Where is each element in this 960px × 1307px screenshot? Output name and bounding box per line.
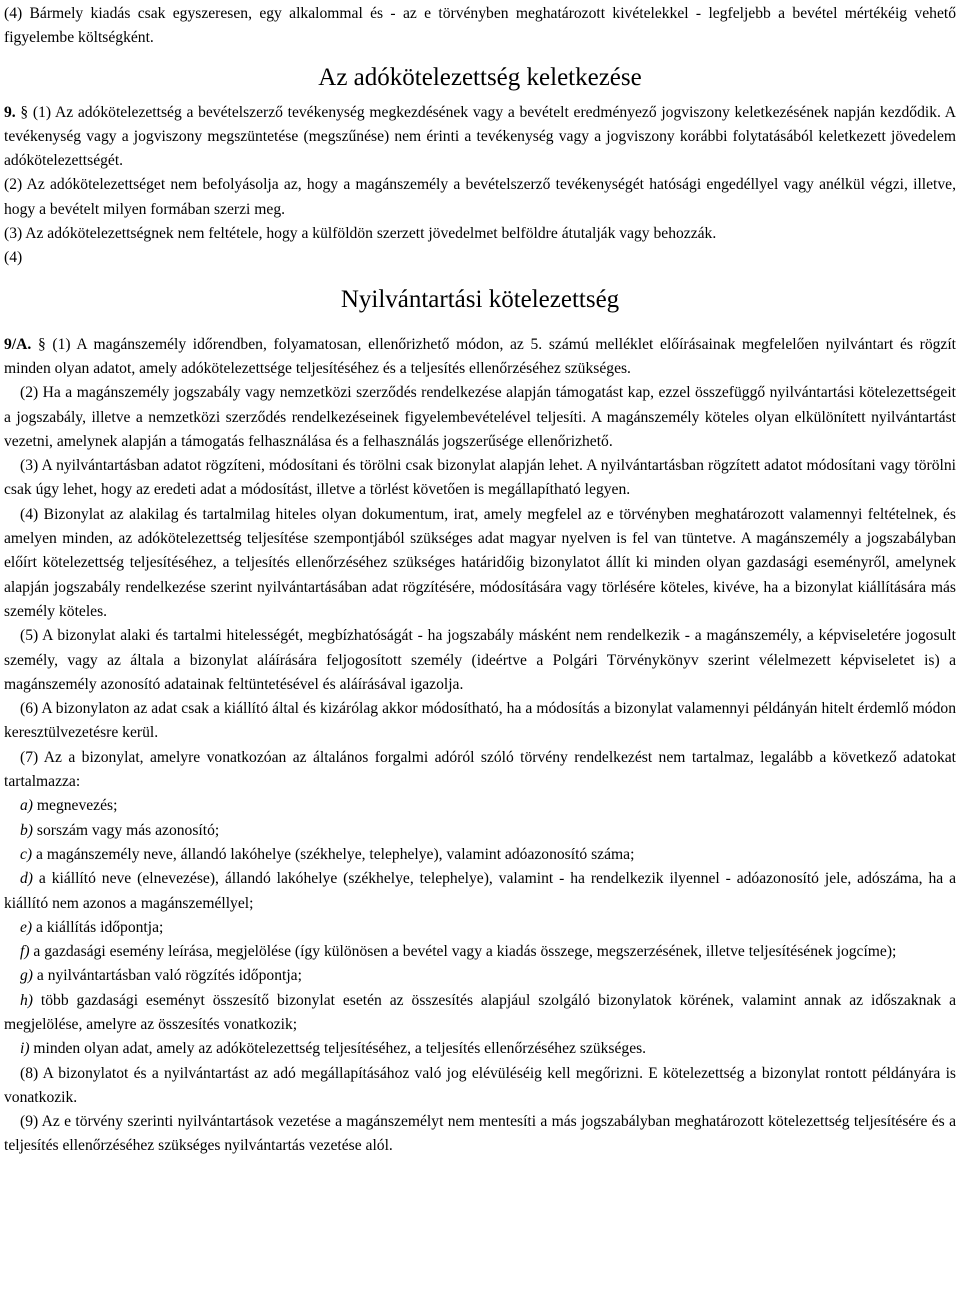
list-item-i	[4, 1037, 956, 1061]
list-text: a nyilvántartásban való rögzítés időpontja;	[33, 967, 302, 985]
paragraph-9a-5: (5) A bizonylat alaki és tartalmi hitelességét, megbízhatóságát - ha jogszabály másként nem rendelkezik - a magánszemély, a képviseletére jogosult személy, vagy az általa a bizonylat aláírására feljogosított személy (ideértve a Polgári Törvénykönyv szerint vélelmezett képviseletet is) a magánszemély azonosító adatainak feltüntetésével és aláírásával igazolja.	[4, 627, 956, 693]
paragraph-9-4: (4)	[4, 249, 23, 267]
paragraph-9a-1-text: § (1) A magánszemély időrendben, folyamatosan, ellenőrizhető módon, az 5. számú melléklet előírásainak megfelelően nyilvántart és rögzít minden olyan adatot, amely adókötelezettsége teljesítéséhez és a teljesítés ellenőrzéséhez szükséges.	[4, 335, 956, 377]
list-item-d	[4, 867, 956, 916]
list-text: sorszám vagy más azonosító;	[33, 821, 220, 839]
list-item-g	[4, 964, 956, 988]
paragraph-top-4: (4) Bármely kiadás csak egyszeresen, egy alkalommal és - az e törvényben meghatározott kivételekkel - legfeljebb a bevétel mértékéig vehető figyelembe költségként.	[4, 5, 956, 47]
section-number-9a: 9/A.	[4, 335, 32, 353]
list-text: minden olyan adat, amely az adókötelezettség teljesítéséhez, a teljesítés ellenőrzéséhez szükséges.	[29, 1040, 647, 1058]
list-letter: c)	[20, 845, 33, 863]
paragraph-9a-1	[4, 333, 956, 382]
list-letter: d)	[20, 870, 33, 888]
paragraph-9-1-text: § (1) Az adókötelezettség a bevételszerző tevékenység megkezdésének vagy a bevételt eredményező jogviszony keletkezésének napján kezdődik. A tevékenység vagy a jogviszony megszüntetése (megszűnése) nem érinti a tevékenység vagy a jogviszony korábbi folytatásából keletkezett jövedelem adókötelezettségét.	[4, 103, 956, 170]
paragraph-9-2: (2) Az adókötelezettséget nem befolyásolja az, hogy a magánszemély a bevételszerző tevékenységét hatósági engedéllyel vagy anélkül végzi, illetve, hogy a bevételt milyen formában szerzi meg.	[4, 176, 956, 218]
paragraph-9a-9: (9) Az e törvény szerinti nyilvántartások vezetése a magánszemélyt nem mentesíti a más jogszabályban meghatározott kötelezettség teljesítésére és a teljesítés ellenőrzéséhez szükséges nyilvántartás vezetése alól.	[4, 1113, 956, 1155]
list-text: a kiállító neve (elnevezése), állandó lakóhelye (székhelye, telephelye), valamint - ha rendelkezik ilyennel - adóazonosító jele, adószáma, ha a kiállító nem azonos a magánszeméllyel;	[4, 870, 956, 912]
list-item-h	[4, 989, 956, 1038]
list-item-f	[4, 940, 956, 964]
list-letter: b)	[20, 821, 33, 839]
paragraph-9a-7: (7) Az a bizonylat, amelyre vonatkozóan az általános forgalmi adóról szóló törvény rendelkezést nem tartalmaz, legalább a következő adatokat tartalmazza:	[4, 748, 956, 791]
list-item-b	[4, 819, 956, 843]
list-letter: h)	[20, 991, 33, 1009]
list-item-c	[4, 843, 956, 867]
paragraph-9a-3: (3) A nyilvántartásban adatot rögzíteni, módosítani és törölni csak bizonylat alapján lehet. A nyilvántartásban rögzített adatot módosítani vagy törölni csak úgy lehet, hogy az eredeti adat a módosítást, illetve a törlést követően is megállapítható legyen.	[4, 457, 956, 499]
paragraph-9a-8: (8) A bizonylatot és a nyilvántartást az adó megállapításához való jog elévüléséig kell megőrizni. E kötelezettség a bizonylat rontott példányára is vonatkozik.	[4, 1064, 956, 1106]
list-letter: a)	[20, 797, 33, 815]
list-text: a gazdasági esemény leírása, megjelölése (így különösen a bevétel vagy a kiadás összege, megszerzésének, illetve teljesítésének jogcíme);	[29, 943, 897, 961]
list-letter: i)	[20, 1040, 30, 1058]
list-text: több gazdasági eseményt összesítő bizonylat esetén az összesítés alapjául szolgáló bizonylatok körének, valamint annak az időszaknak a megjelölése, amelyre az összesítés vonatkozik;	[4, 991, 956, 1033]
list-letter: g)	[20, 967, 33, 985]
list-letter: f)	[20, 943, 30, 961]
section-heading-record-keeping: Nyilvántartási kötelezettség	[340, 285, 620, 313]
list-item-e	[4, 916, 956, 940]
section-heading-tax-liability: Az adókötelezettség keletkezése	[318, 63, 642, 91]
list-item-a	[4, 794, 956, 818]
paragraph-9-1	[4, 101, 956, 174]
list-letter: e)	[20, 918, 33, 936]
list-text: megnevezés;	[33, 797, 118, 815]
paragraph-9a-6: (6) A bizonylaton az adat csak a kiállító által és kizárólag akkor módosítható, ha a módosítás a bizonylat valamennyi példányán hitelt érdemlő módon keresztülvezetésre kerül.	[4, 700, 956, 742]
paragraph-9a-4: (4) Bizonylat az alakilag és tartalmilag hiteles olyan dokumentum, irat, amely megfelel az e törvényben meghatározott valamennyi feltételnek, és amelyen minden, az adókötelezettség teljesítése szempontjából szükséges adat magyar nyelven is fel van tüntetve. A magánszemély a jogszabályban előírt kötelezettség teljesítéséhez, a teljesítés ellenőrzéséhez szükséges határidőig bizonylatot állít ki minden olyan gazdasági eseményről, amelynek alapján jogszabály rendelkezése szerint nyilvántartásában adat rögzítésére, módosítására vagy törlésére köteles, kivéve, ha a bizonylat kiállítására más személy köteles.	[4, 505, 956, 620]
paragraph-9a-2: (2) Ha a magánszemély jogszabály vagy nemzetközi szerződés rendelkezése alapján támogatást kap, ezzel összefüggő nyilvántartási kötelezettségeit a jogszabály, illetve a nemzetközi szerződés rendelkezéseinek figyelembevételével teljesíti. A magánszemély köteles olyan elkülönített nyilvántartást vezetni, amelynek alapján a támogatás felhasználása és a felhasználás jogszerűsége ellenőrizhető.	[4, 384, 956, 450]
list-text: a kiállítás időpontja;	[32, 918, 164, 936]
section-number-9: 9.	[4, 103, 16, 121]
list-text: a magánszemély neve, állandó lakóhelye (székhelye, telephelye), valamint adóazonosító száma;	[32, 845, 635, 863]
paragraph-9-3: (3) Az adókötelezettségnek nem feltétele, hogy a külföldön szerzett jövedelmet belföldre átutalják vagy behozzák.	[4, 225, 717, 243]
